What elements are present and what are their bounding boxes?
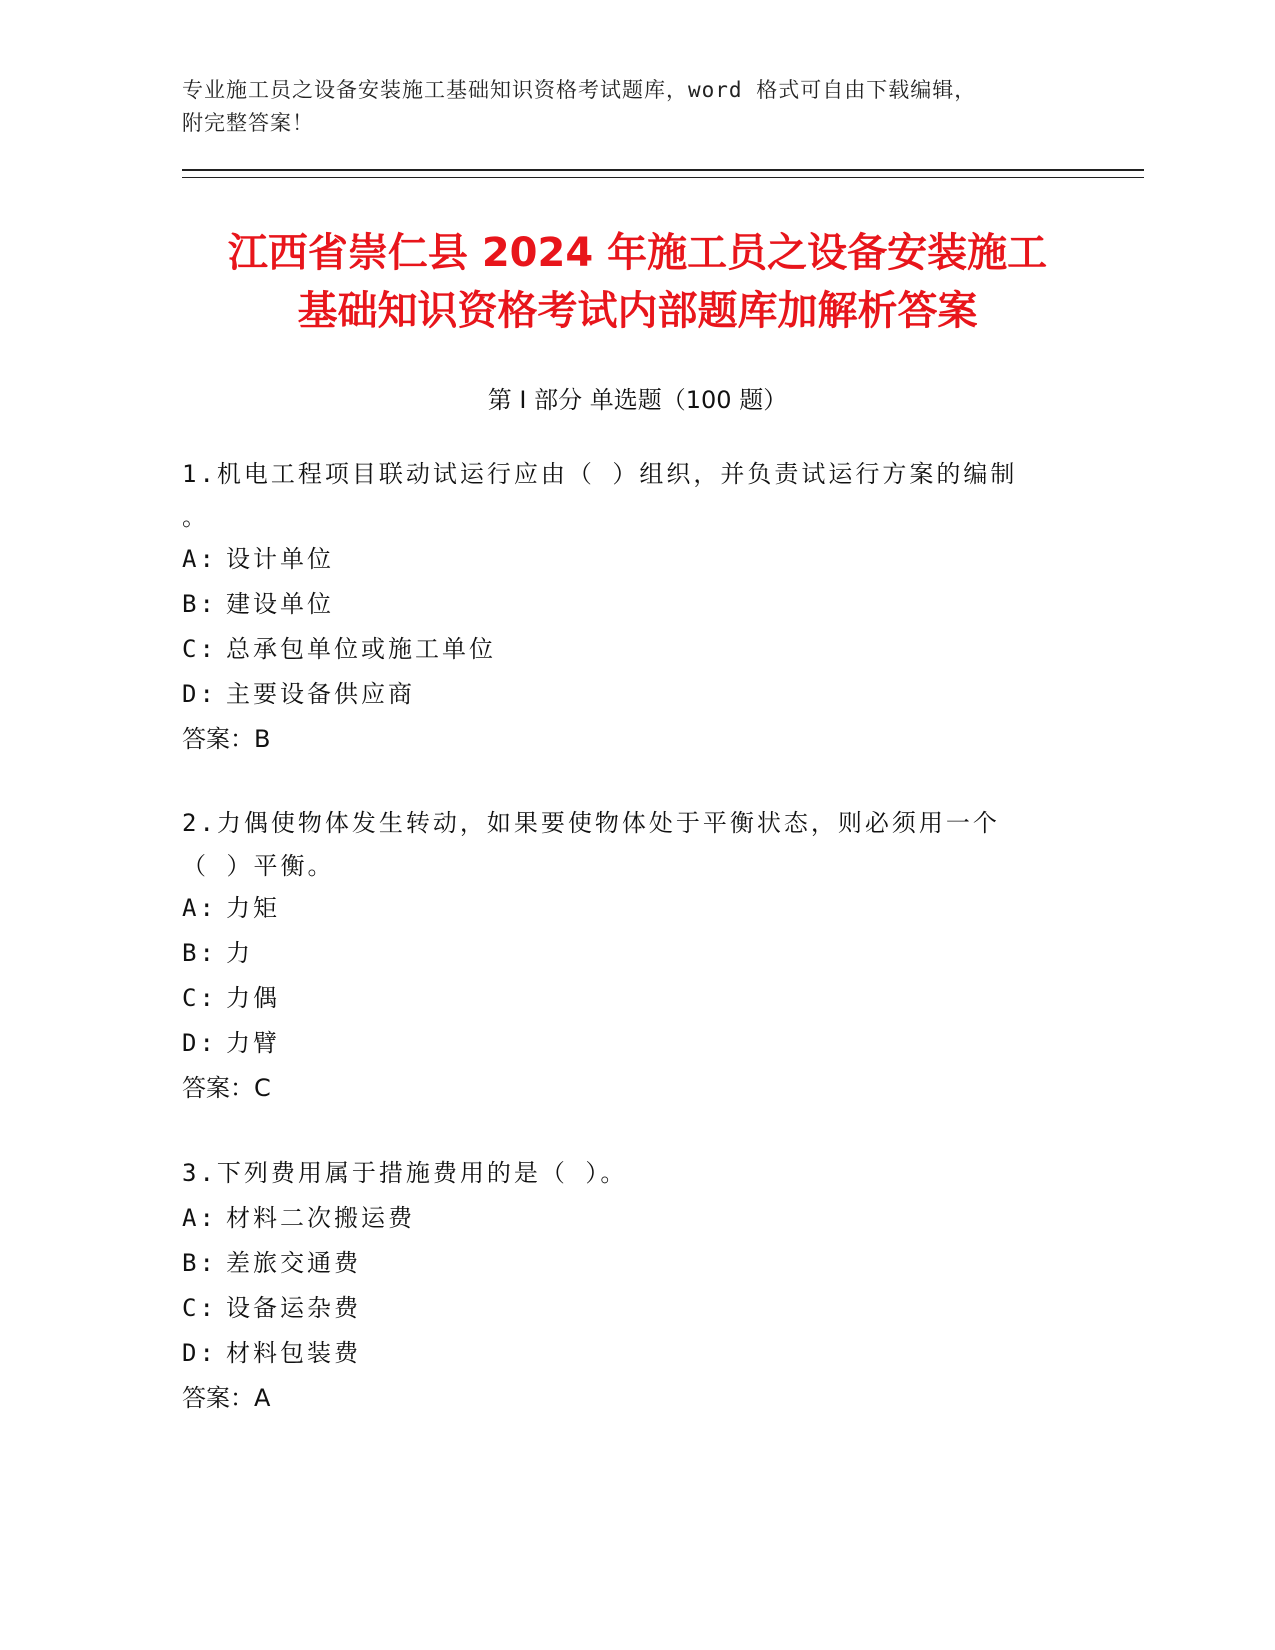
option-text: 力 xyxy=(226,939,253,967)
option-text: 力偶 xyxy=(226,984,280,1012)
document-title xyxy=(150,224,1125,340)
option-key: D: xyxy=(182,1339,217,1367)
section-heading: 第 I 部分 单选题（100 题） xyxy=(487,386,788,414)
option-key: A: xyxy=(182,545,217,573)
option-d xyxy=(182,1331,1082,1376)
header-note-line-1: 专业施工员之设备安装施工基础知识资格考试题库，word 格式可自由下载编辑， xyxy=(182,78,977,102)
document-title-line-2: 基础知识资格考试内部题库加解析答案 xyxy=(297,288,978,334)
header-note xyxy=(182,74,1082,140)
option-c xyxy=(182,627,1082,672)
option-text: 差旅交通费 xyxy=(226,1249,361,1277)
option-text: 总承包单位或施工单位 xyxy=(226,635,496,663)
option-d xyxy=(182,1021,1082,1066)
option-c xyxy=(182,976,1082,1021)
option-key: D: xyxy=(182,1029,217,1057)
option-c xyxy=(182,1286,1082,1331)
option-key: A: xyxy=(182,894,217,922)
option-b xyxy=(182,1241,1082,1286)
option-key: D: xyxy=(182,680,217,708)
question-stem-continued: 。 xyxy=(182,503,209,531)
option-b xyxy=(182,582,1082,627)
option-text: 力矩 xyxy=(226,894,280,922)
option-a xyxy=(182,886,1082,931)
question-3 xyxy=(182,1150,1082,1421)
option-text: 设计单位 xyxy=(226,545,334,573)
question-stem: 2.力偶使物体发生转动，如果要使物体处于平衡状态，则必须用一个 xyxy=(182,809,1000,837)
question-2 xyxy=(182,800,1082,1111)
answer-label: 答案：C xyxy=(182,1074,271,1102)
option-d xyxy=(182,672,1082,717)
option-a xyxy=(182,537,1082,582)
question-stem: 1.机电工程项目联动试运行应由（ ）组织，并负责试运行方案的编制 xyxy=(182,460,1018,488)
option-key: B: xyxy=(182,939,217,967)
option-key: C: xyxy=(182,984,217,1012)
header-divider-thick xyxy=(182,169,1144,171)
option-key: B: xyxy=(182,590,217,618)
option-text: 主要设备供应商 xyxy=(226,680,415,708)
option-text: 材料包装费 xyxy=(226,1339,361,1367)
option-key: C: xyxy=(182,1294,217,1322)
option-text: 建设单位 xyxy=(226,590,334,618)
question-1 xyxy=(182,451,1082,762)
option-text: 材料二次搬运费 xyxy=(226,1204,415,1232)
question-stem-continued: （ ）平衡。 xyxy=(182,852,335,880)
option-key: B: xyxy=(182,1249,217,1277)
header-divider-thin xyxy=(182,177,1144,178)
option-text: 设备运杂费 xyxy=(226,1294,361,1322)
option-key: C: xyxy=(182,635,217,663)
answer-label: 答案：B xyxy=(182,725,271,753)
document-title-line-1: 江西省崇仁县 2024 年施工员之设备安装施工 xyxy=(227,230,1048,276)
header-note-line-2: 附完整答案！ xyxy=(182,111,314,135)
answer-label: 答案：A xyxy=(182,1384,271,1412)
option-b xyxy=(182,931,1082,976)
option-key: A: xyxy=(182,1204,217,1232)
question-stem: 3.下列费用属于措施费用的是（ ）。 xyxy=(182,1159,628,1187)
option-a xyxy=(182,1196,1082,1241)
option-text: 力臂 xyxy=(226,1029,280,1057)
